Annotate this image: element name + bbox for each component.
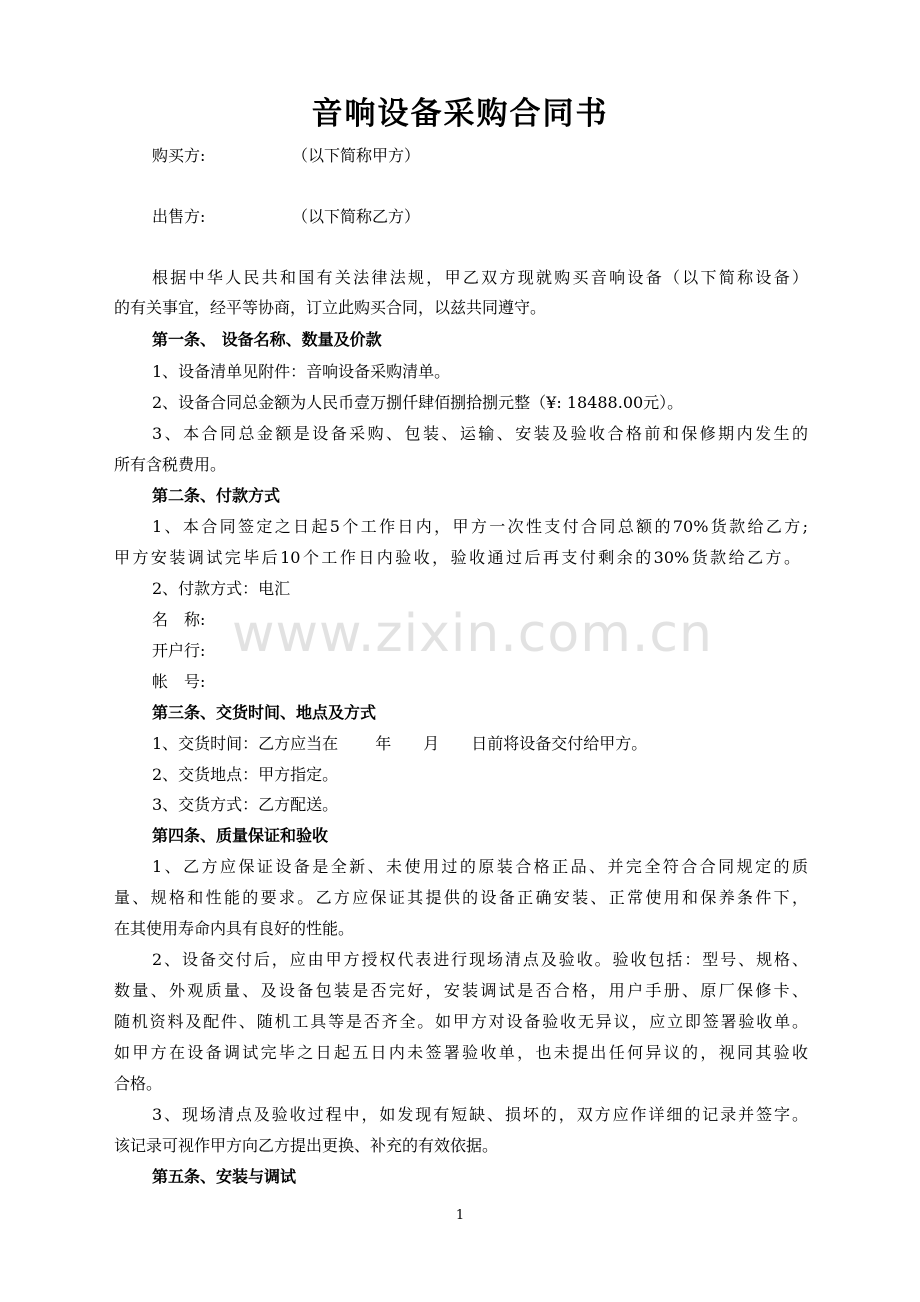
- article-4-clause-2-line-2: 数量、外观质量、及设备包装是否完好，安装调试是否合格，用户手册、原厂保修卡、: [114, 981, 808, 1000]
- article-4-clause-2-line-4: 如甲方在设备调试完毕之日起五日内未签署验收单，也未提出任何异议的，视同其验收: [114, 1043, 808, 1062]
- seller-note: （以下简称乙方）: [292, 207, 421, 226]
- article-2-clause-2: 2、付款方式：电汇: [152, 579, 291, 598]
- page-number: 1: [455, 1208, 465, 1223]
- article-4-clause-1-line-3: 在其使用寿命内具有良好的性能。: [114, 919, 355, 938]
- article-3-clause-1: 1、交货时间：乙方应当在 年 月 日前将设备交付给甲方。: [152, 734, 648, 753]
- article-4-clause-2-line-3: 随机资料及配件、随机工具等是否齐全。如甲方对设备验收无异议，应立即签署验收单。: [114, 1012, 808, 1031]
- article-4-clause-2-line-5: 合格。: [114, 1074, 163, 1093]
- article-4-clause-3-line-1: 3、现场清点及验收过程中，如发现有短缺、损坏的，双方应作详细的记录并签字。: [152, 1105, 808, 1124]
- article-3-clause-3: 3、交货方式：乙方配送。: [152, 795, 339, 814]
- intro-line-1: 根据中华人民共和国有关法律法规，甲乙双方现就购买音响设备（以下简称设备）: [152, 268, 808, 287]
- buyer-note: （以下简称甲方）: [292, 146, 421, 165]
- article-4-clause-1-line-2: 量、规格和性能的要求。乙方应保证其提供的设备正确安装、正常使用和保养条件下，: [114, 888, 808, 907]
- article-2-heading: 第二条、付款方式: [152, 486, 281, 505]
- article-4-clause-2-line-1: 2、设备交付后，应由甲方授权代表进行现场清点及验收。验收包括：型号、规格、: [152, 950, 808, 969]
- document-title: 音响设备采购合同书: [311, 96, 609, 132]
- intro-line-2: 的有关事宜，经平等协商，订立此购买合同，以兹共同遵守。: [114, 298, 547, 317]
- article-2-clause-1-line-2: 甲方安装调试完毕后10个工作日内验收，验收通过后再支付剩余的30%货款给乙方。: [114, 548, 800, 567]
- article-4-clause-1-line-1: 1、乙方应保证设备是全新、未使用过的原装合格正品、并完全符合合同规定的质: [152, 857, 808, 876]
- article-1-clause-2: 2、设备合同总金额为人民币壹万捌仟肆佰捌拾捌元整（¥: 18488.00元）。: [152, 393, 684, 412]
- article-5-heading: 第五条、安装与调试: [152, 1167, 297, 1186]
- article-3-clause-2: 2、交货地点：甲方指定。: [152, 765, 339, 784]
- account-number-label: 帐 号:: [152, 672, 206, 691]
- bank-label: 开户行:: [152, 641, 206, 660]
- article-1-clause-3-line-2: 所有含税费用。: [114, 455, 227, 474]
- article-2-clause-1-line-1: 1、本合同签定之日起5个工作日内，甲方一次性支付合同总额的70%货款给乙方;: [152, 517, 808, 536]
- article-1-clause-1: 1、设备清单见附件：音响设备采购清单。: [152, 362, 451, 381]
- buyer-label: 购买方:: [152, 146, 206, 165]
- article-3-heading: 第三条、交货时间、地点及方式: [152, 703, 377, 722]
- article-1-clause-3-line-1: 3、本合同总金额是设备采购、包装、运输、安装及验收合格前和保修期内发生的: [152, 424, 808, 443]
- watermark: www.zixin.com.cn: [232, 604, 713, 664]
- article-4-heading: 第四条、质量保证和验收: [152, 826, 329, 845]
- article-4-clause-3-line-2: 该记录可视作甲方向乙方提出更换、补充的有效依据。: [114, 1136, 499, 1155]
- account-name-label: 名 称:: [152, 610, 206, 629]
- article-1-heading: 第一条、 设备名称、数量及价款: [152, 330, 382, 349]
- seller-label: 出售方:: [152, 207, 206, 226]
